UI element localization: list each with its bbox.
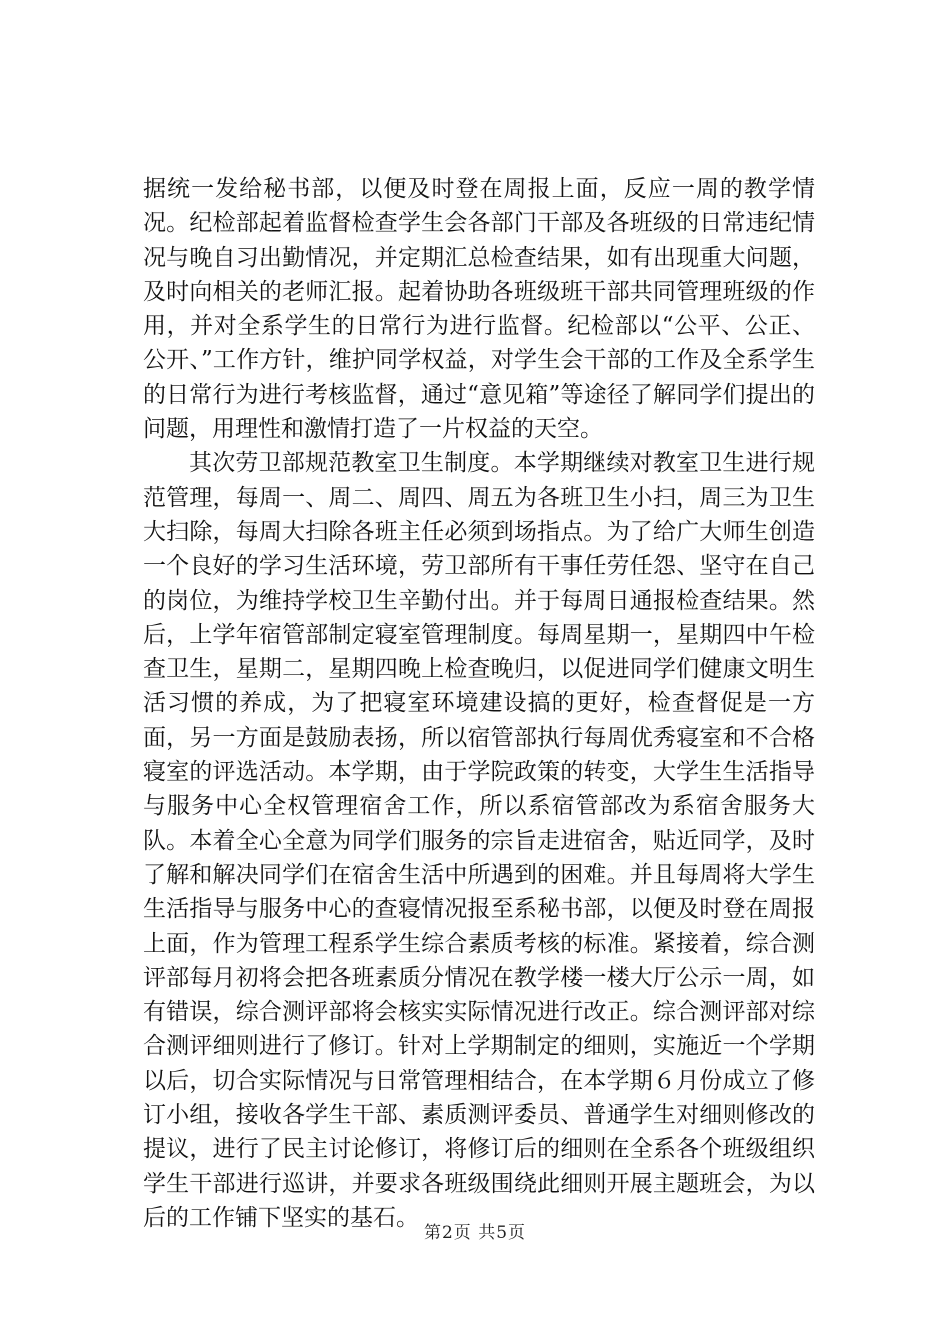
page-footer: 第2页 共5页: [423, 1223, 527, 1243]
paragraph-continuation: 据统一发给秘书部，以便及时登在周报上面，反应一周的教学情况。纪检部起着监督检查学生会各部门干部及各班级的日常违纪情况与晚自习出勤情况，并定期汇总检查结果，如有出现重大问题，及时向相关的老师汇报。起着协助各班级班干部共同管理班级的作用，并对全系学生的日常行为进行监督。纪检部以“公平、公正、公开、”工作方针，维护同学权益，对学生会干部的工作及全系学生的日常行为进行考核监督，通过“意见箱”等途径了解同学们提出的问题，用理性和激情打造了一片权益的天空。: [143, 176, 815, 443]
paragraph-sanitation: 其次劳卫部规范教室卫生制度。本学期继续对教室卫生进行规范管理，每周一、周二、周四、周五为各班卫生小扫，周三为卫生大扫除，每周大扫除各班主任必须到场指点。为了给广大师生创造一个良好的学习生活环境，劳卫部所有干事任劳任怨、坚守在自己的岗位，为维持学校卫生辛勤付出。并于每周日通报检查结果。然后，上学年宿管部制定寝室管理制度。每周星期一，星期四中午检查卫生，星期二，星期四晚上检查晚归，以促进同学们健康文明生活习惯的养成，为了把寝室环境建设搞的更好，检查督促是一方面，另一方面是鼓励表扬，所以宿管部执行每周优秀寝室和不合格寝室的评选活动。本学期，由于学院政策的转变，大学生生活指导与服务中心全权管理宿舍工作，所以系宿管部改为系宿舍服务大队。本着全心全意为同学们服务的宗旨走进宿舍，贴近同学，及时了解和解决同学们在宿舍生活中所遇到的困难。并且每周将大学生生活指导与服务中心的查寝情况报至系秘书部，以便及时登在周报上面，作为管理工程系学生综合素质考核的标准。紧接着，综合测评部每月初将会把各班素质分情况在教学楼一楼大厅公示一周，如有错误，综合测评部将会核实实际情况进行改正。综合测评部对综合测评细则进行了修订。针对上学期制定的细则，实施近一个学期以后，切合实际情况与日常管理相结合，在本学期６月份成立了修订小组，接收各学生干部、素质测评委员、普通学生对细则修改的提议，进行了民主讨论修订，将修订后的细则在全系各个班级组织学生干部进行巡讲，并要求各班级围绕此细则开展主题班会，为以后的工作铺下坚实的基石。: [143, 450, 815, 1231]
document-body: [143, 172, 815, 1235]
